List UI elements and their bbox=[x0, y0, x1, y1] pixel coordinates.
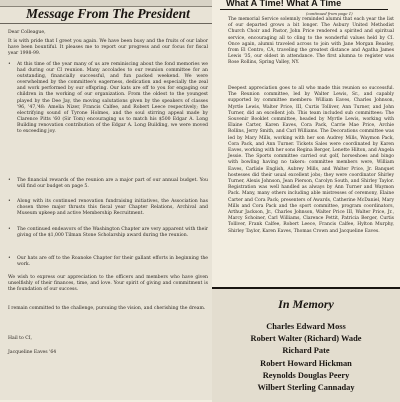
memorial-name: Charles Edward Moss bbox=[266, 322, 346, 331]
signature: Jacqueline Eaves '64 bbox=[8, 350, 57, 355]
appreciation-paragraph: We wish to express our appreciation to the officers and members who have given unselfishly of their finances, time, and love. Your spirit of giving and commitment is the foundation of our success. bbox=[8, 275, 208, 293]
in-memory-list bbox=[212, 321, 400, 394]
bullet-text: The financial rewards of the reunion are a major part of our annual budget. You will find our budget on page 5. bbox=[17, 178, 208, 190]
title-rule bbox=[0, 23, 212, 24]
what-a-time-title: What A Time! What A Time bbox=[226, 0, 342, 8]
bullet-item bbox=[8, 227, 208, 239]
bullet-item bbox=[8, 178, 208, 190]
appreciation-paragraph: Deepest appreciation goes to all who made this reunion so successful. The Reunion committee, led by Walter Lewis, Sr., and capably supported by committee members: William Eaves, Charles Johnson, Myrtle Lewis, Walter Price, III, Curtis Tolliver, Ann Turner, and John Turner, did an excellent job. This team included sub committees: The Souvenir Booklet committee, headed by Myrtle Lewis, working with Elaine Carter, Karen Eaves, Cora Pack, Carrie Mae Price, Archie Rollins, Jerry Smith, and Carl Williams. The Decorations committee was led by Mary Mills, working with her son Audrey Mills, Waymon Pack, Cora Pack, and Ann Turner. Tickets Sales were coordinated by Karen Eaves, working with her sons Regina Berger, Lenette Hilton, and Angela Jessie. The Sports committee carried out golf, horseshoes and bingo with bowling having no takers: committee members were, William Eaves, Carlisle English, Aubrey Mills, and Walter Price, Jr. Banquet hostesses did their usual excellent jobs; they were coordinator Shirley Turner, Alexis Johnson, Jean Pierson, Carolyn South, and Shirley Taylor. Registration was well handled as always by Ann Turner and Waymon Pack. Many, many others including able mistresses of ceremony, Elaine Carter and Cora Pack; presenters of Awards, Catherine McDaniel, Mary Mills and Cora Pack and the sport committee, program coordinators, Arthur Jackson, Jr., Charles Johnson, Walter Price III, Walter Price, Jr., Marcy Schoiner, Carl Williams, Clarence Pettit, Patricia Berger, Curtis Tolliver, Frank Calfee, Robert Leece, Francis Calfee, Hylton Murphy, Shirley Taylor, Karen Eaves, Thomas Crown and Jacqueline Eaves. bbox=[228, 86, 394, 234]
bullet-text: Along with its continued renovation fundraising initiatives, the Association has chosen three major thrusts this fiscal year Chapter Relations, Archival and Museum upkeep and active Membership Recruitment. bbox=[17, 199, 208, 217]
bullet-icon: • bbox=[8, 62, 11, 67]
salutation: Dear Colleague, bbox=[8, 30, 46, 35]
bullet-icon: • bbox=[8, 199, 11, 204]
title-rule bbox=[220, 9, 388, 10]
commitment-paragraph: I remain committed to the challenge, pursuing the vision, and cherishing the dream. bbox=[8, 306, 206, 311]
in-memory-box bbox=[212, 287, 400, 402]
bullet-item bbox=[8, 62, 208, 135]
bullet-icon: • bbox=[8, 178, 11, 183]
memorial-name: Robert Howard Hickman bbox=[260, 358, 352, 368]
in-memory-title: In Memory bbox=[278, 297, 334, 311]
closing-line: Hail to CI, bbox=[8, 336, 33, 341]
bullet-text: At this time of the year many of us are reminiscing about the fond memories we had during our CI reunion. Many accolades to our reunion committee for an outstanding, financially successful, and fun packed weekend. We were overwhelmed by the committee's eagerness, dedication and especially the zeal and work performed by our offspring. Our kats are off to you for engaging our children in the working of our organization. From the oldest to the youngest played by the Dee Jay, the moving salutations given by the speakers of classes '96, '47,'48: Amelia Nizer, Francis Calfee, and Robert Leece respectively; the electrifying sound of Tyrone Holmes, and the soul stirring appeal made by Clarence Pitts '60 (Sir Tom) encouraging us to match his $500 Edgar A. Long Building renovation contribution of the Edgar A. Long Building, we were moved to exceeding joy. bbox=[17, 62, 208, 135]
memorial-name: Wilbert Sterling Cannaday bbox=[257, 383, 355, 393]
memorial-name: Richard Pate bbox=[282, 346, 330, 356]
memorial-name: Reynolds Douglas Peery bbox=[262, 370, 350, 380]
bullet-item bbox=[8, 199, 208, 217]
memorial-service-paragraph: The memorial Service solemnly reminded alumni that each year the list of our departed grows a bit longer. The Asbury United Methodist Church Choir and Pastor, John Price rendered a spirited and spiritual service, encouraging all to cling to the wonderful values held by CI. Once again, alumni traveled across to join with Jane Morgan Beasley, from El Centro, CA, traveling the greatest distance and Agatha James Lewis '35, our oldest in attendance. The first alumna to register was Rose Rollins, Spring Valley, NY. bbox=[228, 17, 394, 66]
president-message-title: Message From The President bbox=[26, 6, 190, 21]
continued-note: (continued from page 1) bbox=[306, 11, 353, 16]
bullet-text: Our hats are off to the Roanoke Chapter for their gallant efforts in beginning the work. bbox=[17, 256, 208, 268]
memorial-name: Robert Walter (Richard) Wade bbox=[250, 334, 362, 344]
intro-paragraph: It is with pride that I greet you again. We have been busy and the fruits of our labor have been bountiful. It pleases me to report our progress and our focus for fiscal year 1998-99. bbox=[8, 39, 208, 57]
bullet-icon: • bbox=[8, 256, 11, 261]
bullet-item bbox=[8, 256, 208, 268]
bullet-text: The continued endeavors of the Washington Chapter are very apparent with their giving of the $1,000 Tilman Stone Scholarship award during the reunion. bbox=[17, 227, 208, 239]
bullet-icon: • bbox=[8, 227, 11, 232]
